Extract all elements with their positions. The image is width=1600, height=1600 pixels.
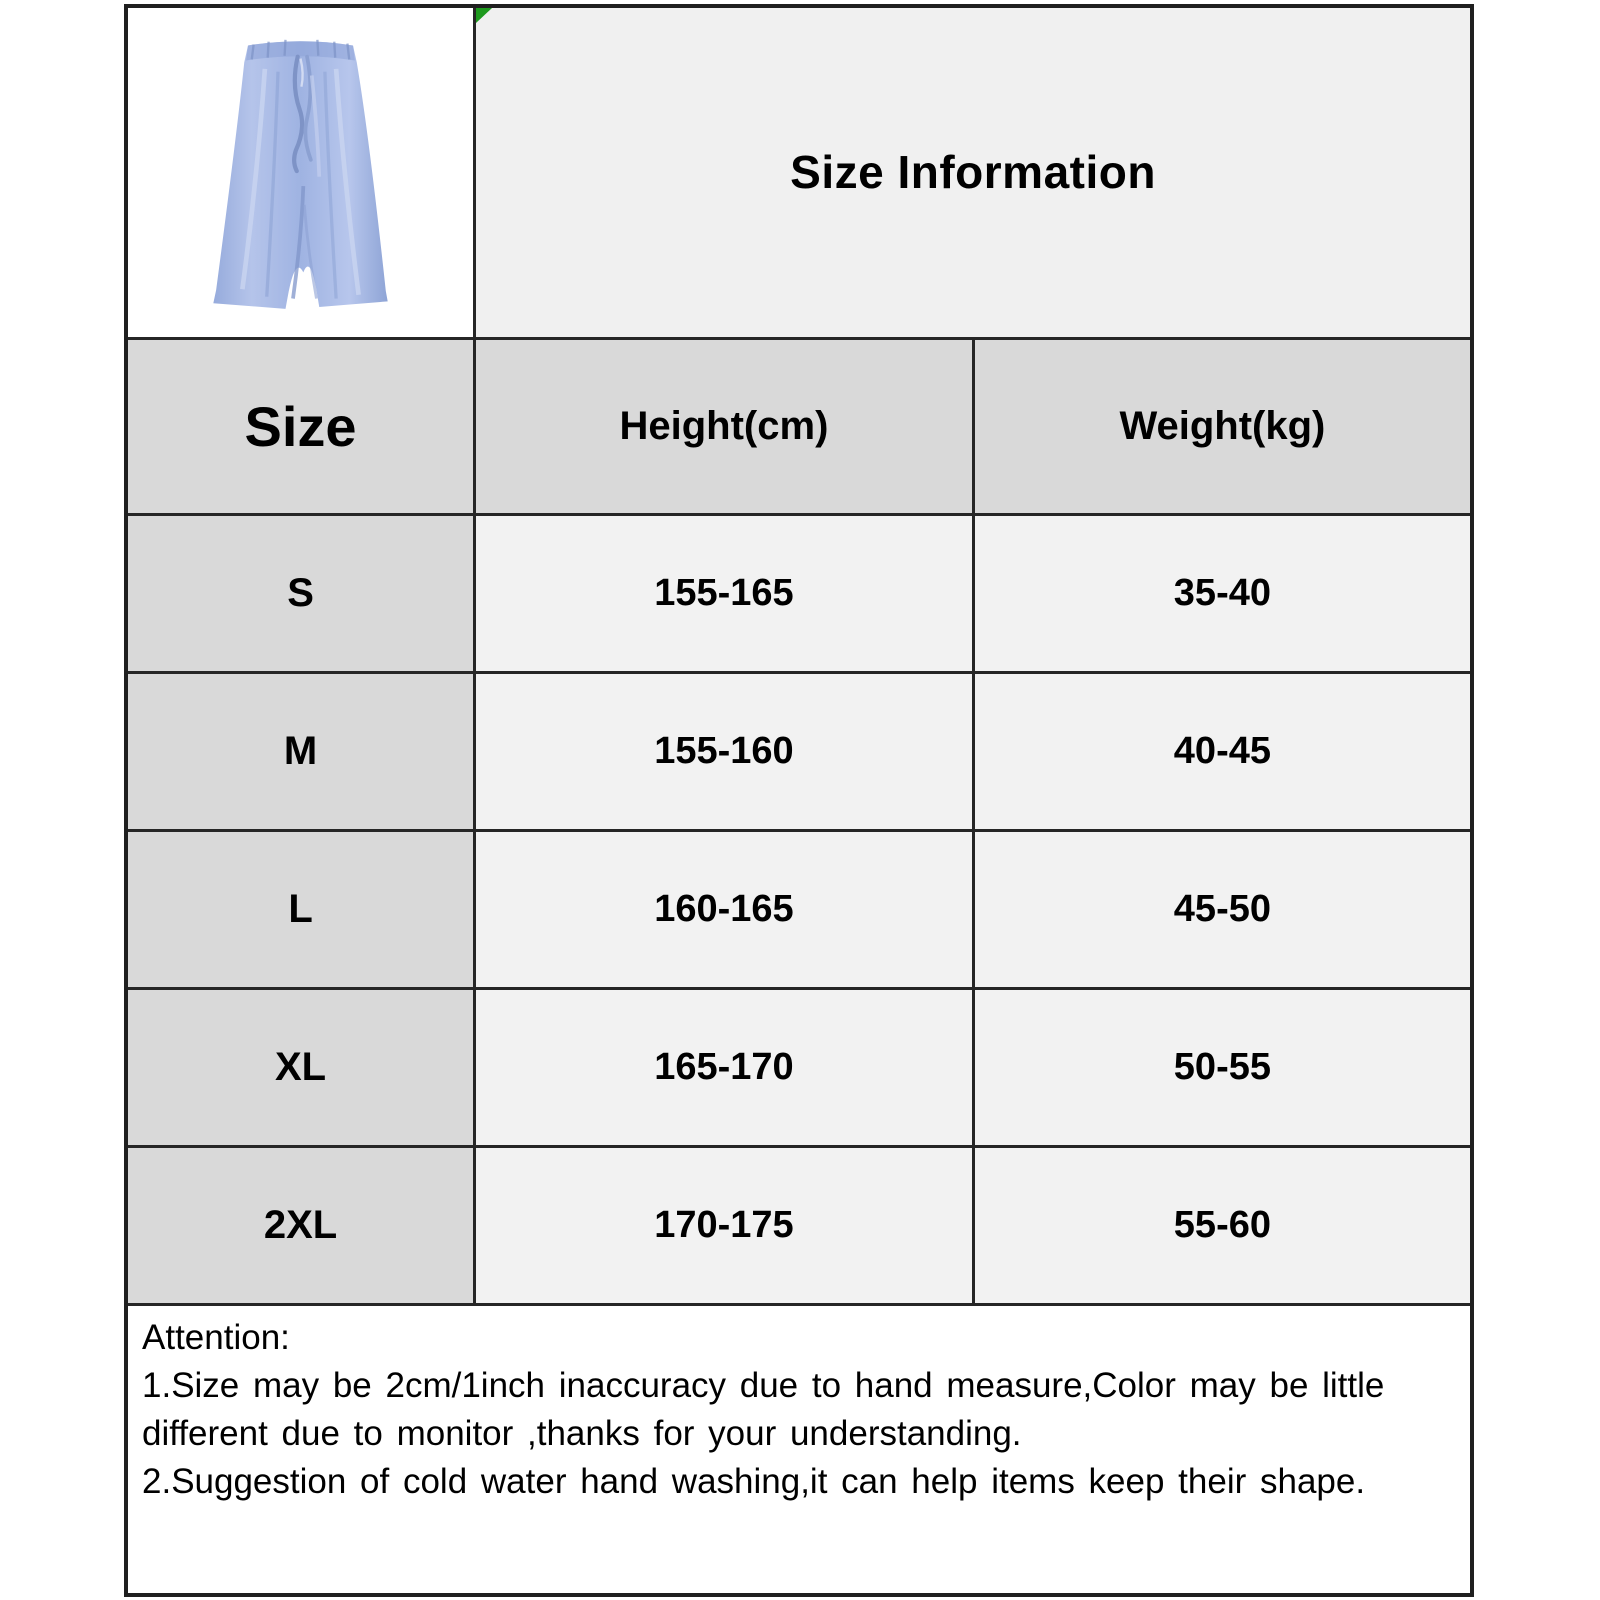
attention-line-3: 2.Suggestion of cold water hand washing,it can help items keep their shape. [142,1461,1366,1501]
column-header-height: Height(cm) [475,338,974,514]
row-2xl-size-label: 2XL [126,1146,475,1304]
page-title: Size Information [790,146,1156,199]
table-row-m [126,672,1472,830]
row-s-weight: 35-40 [973,514,1472,672]
blue-wide-leg-pants-icon [128,8,473,337]
row-2xl-weight: 55-60 [973,1146,1472,1304]
attention-row [126,1304,1472,1595]
title-cell [475,6,1472,338]
row-xl-height: 165-170 [475,988,974,1146]
table-row-xl [126,988,1472,1146]
product-image-cell [126,6,475,338]
row-m-size-label: M [126,672,475,830]
row-m-weight: 40-45 [973,672,1472,830]
attention-line-1: 1.Size may be 2cm/1inch inaccuracy due to hand measure,Color may be little [142,1365,1385,1405]
row-2xl-height: 170-175 [475,1146,974,1304]
header-row [126,338,1472,514]
attention-line-2: different due to monitor ,thanks for your understanding. [142,1413,1022,1453]
row-s-size-label: S [126,514,475,672]
column-header-weight: Weight(kg) [973,338,1472,514]
row-l-size-label: L [126,830,475,988]
row-m-height: 155-160 [475,672,974,830]
attention-heading: Attention: [142,1317,290,1357]
row-xl-size-label: XL [126,988,475,1146]
attention-note-cell [126,1304,1472,1595]
row-xl-weight: 50-55 [973,988,1472,1146]
table-row-2xl [126,1146,1472,1304]
row-l-height: 160-165 [475,830,974,988]
cell-corner-marker-icon [476,8,492,23]
row-l-weight: 45-50 [973,830,1472,988]
top-row [126,6,1472,338]
table-row-l [126,830,1472,988]
column-header-size: Size [126,338,475,514]
size-chart-table [124,4,1474,1597]
row-s-height: 155-165 [475,514,974,672]
table-row-s [126,514,1472,672]
